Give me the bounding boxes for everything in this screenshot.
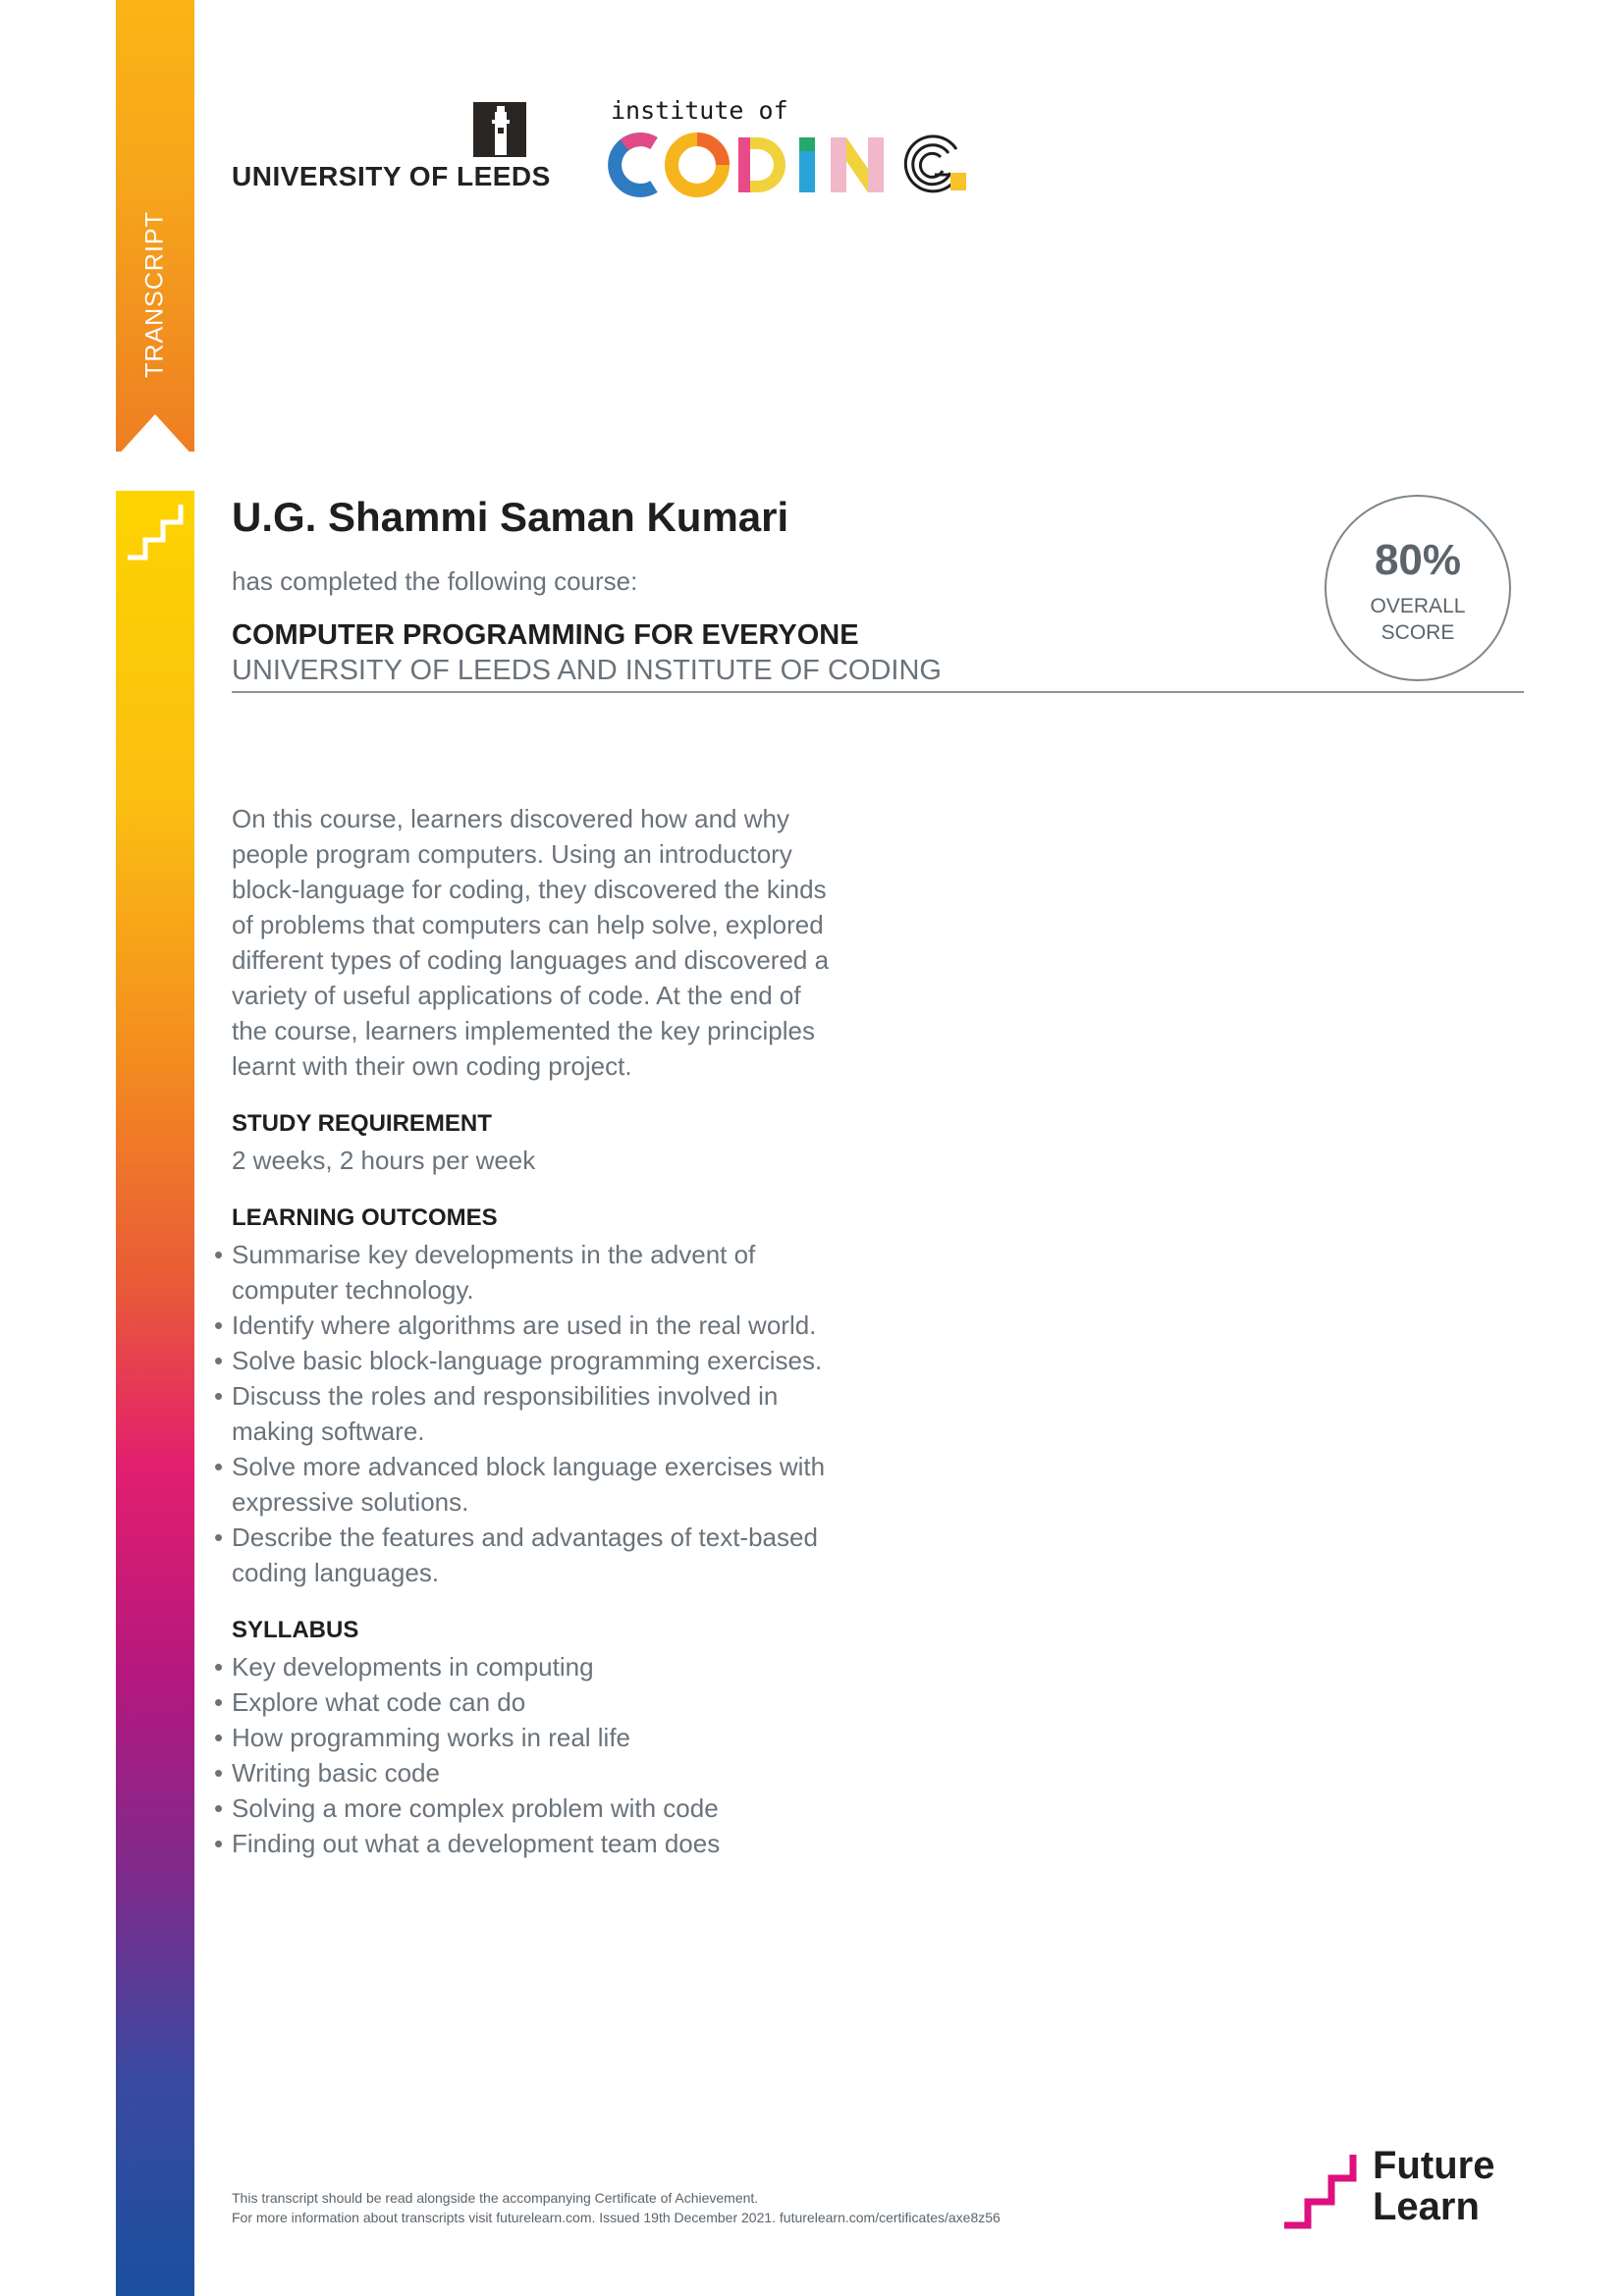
ribbon-label: TRANSCRIPT xyxy=(140,211,169,378)
list-item: • Summarise key developments in the advent of computer technology. xyxy=(232,1237,840,1308)
course-organisation: UNIVERSITY OF LEEDS AND INSTITUTE OF CODING xyxy=(232,655,942,686)
learning-outcomes-heading: LEARNING OUTCOMES xyxy=(232,1204,498,1231)
list-item: • How programming works in real life xyxy=(232,1720,840,1755)
gradient-stripe xyxy=(116,491,194,2296)
brand-line1: Future xyxy=(1373,2144,1495,2187)
learner-name: U.G. Shammi Saman Kumari xyxy=(232,494,789,540)
completion-statement: has completed the following course: xyxy=(232,566,638,596)
ioc-small-text: institute of xyxy=(611,96,788,125)
list-item: • Solve more advanced block language exercises with expressive solutions. xyxy=(232,1449,840,1520)
list-item: • Key developments in computing xyxy=(232,1649,840,1684)
score-label-line1: OVERALL xyxy=(1370,595,1466,617)
futurelearn-logo xyxy=(1373,2145,1494,2227)
university-of-leeds-logo: UNIVERSITY OF LEEDS xyxy=(232,161,551,191)
course-title: COMPUTER PROGRAMMING FOR EVERYONE xyxy=(232,619,859,651)
institute-of-coding-logo xyxy=(603,130,972,200)
divider xyxy=(232,691,1524,693)
futurelearn-stairs-icon xyxy=(1282,2151,1357,2231)
list-item: • Explore what code can do xyxy=(232,1684,840,1720)
course-description: On this course, learners discovered how and why people program computers. Using an introductory block-language for coding, they discovered the kinds of problems that computers can help solve, explored different types of coding languages and discovered a variety of useful applications of code. At the end of the course, learners implemented the key principles learnt with their own coding project. xyxy=(232,804,830,1081)
list-item: • Solve basic block-language programming exercises. xyxy=(232,1343,840,1378)
brand-line2: Learn xyxy=(1373,2185,1480,2228)
overall-score-badge xyxy=(1325,495,1511,681)
syllabus-list xyxy=(232,1649,840,1861)
footer-line2: For more information about transcripts visit futurelearn.com. Issued 19th December 2021. futurelearn.com/certificates/axe8z56 xyxy=(232,2210,1001,2225)
learning-outcomes-list xyxy=(232,1237,840,1590)
syllabus-heading: SYLLABUS xyxy=(232,1617,359,1643)
list-item: • Solving a more complex problem with code xyxy=(232,1790,840,1826)
stairs-icon xyxy=(126,499,187,563)
leeds-tower-icon xyxy=(473,102,526,157)
study-requirement-value: 2 weeks, 2 hours per week xyxy=(232,1146,536,1175)
score-value: 80% xyxy=(1374,536,1462,584)
list-item: • Discuss the roles and responsibilities involved in making software. xyxy=(232,1378,840,1449)
study-requirement-heading: STUDY REQUIREMENT xyxy=(232,1110,492,1137)
footer-line1: This transcript should be read alongside the accompanying Certificate of Achievement. xyxy=(232,2190,759,2206)
score-label-line2: SCORE xyxy=(1380,621,1455,644)
footer-note xyxy=(232,2188,1001,2227)
list-item: • Finding out what a development team does xyxy=(232,1826,840,1861)
list-item: • Identify where algorithms are used in the real world. xyxy=(232,1308,840,1343)
course-details xyxy=(232,801,840,1861)
list-item: • Writing basic code xyxy=(232,1755,840,1790)
list-item: • Describe the features and advantages of text-based coding languages. xyxy=(232,1520,840,1590)
